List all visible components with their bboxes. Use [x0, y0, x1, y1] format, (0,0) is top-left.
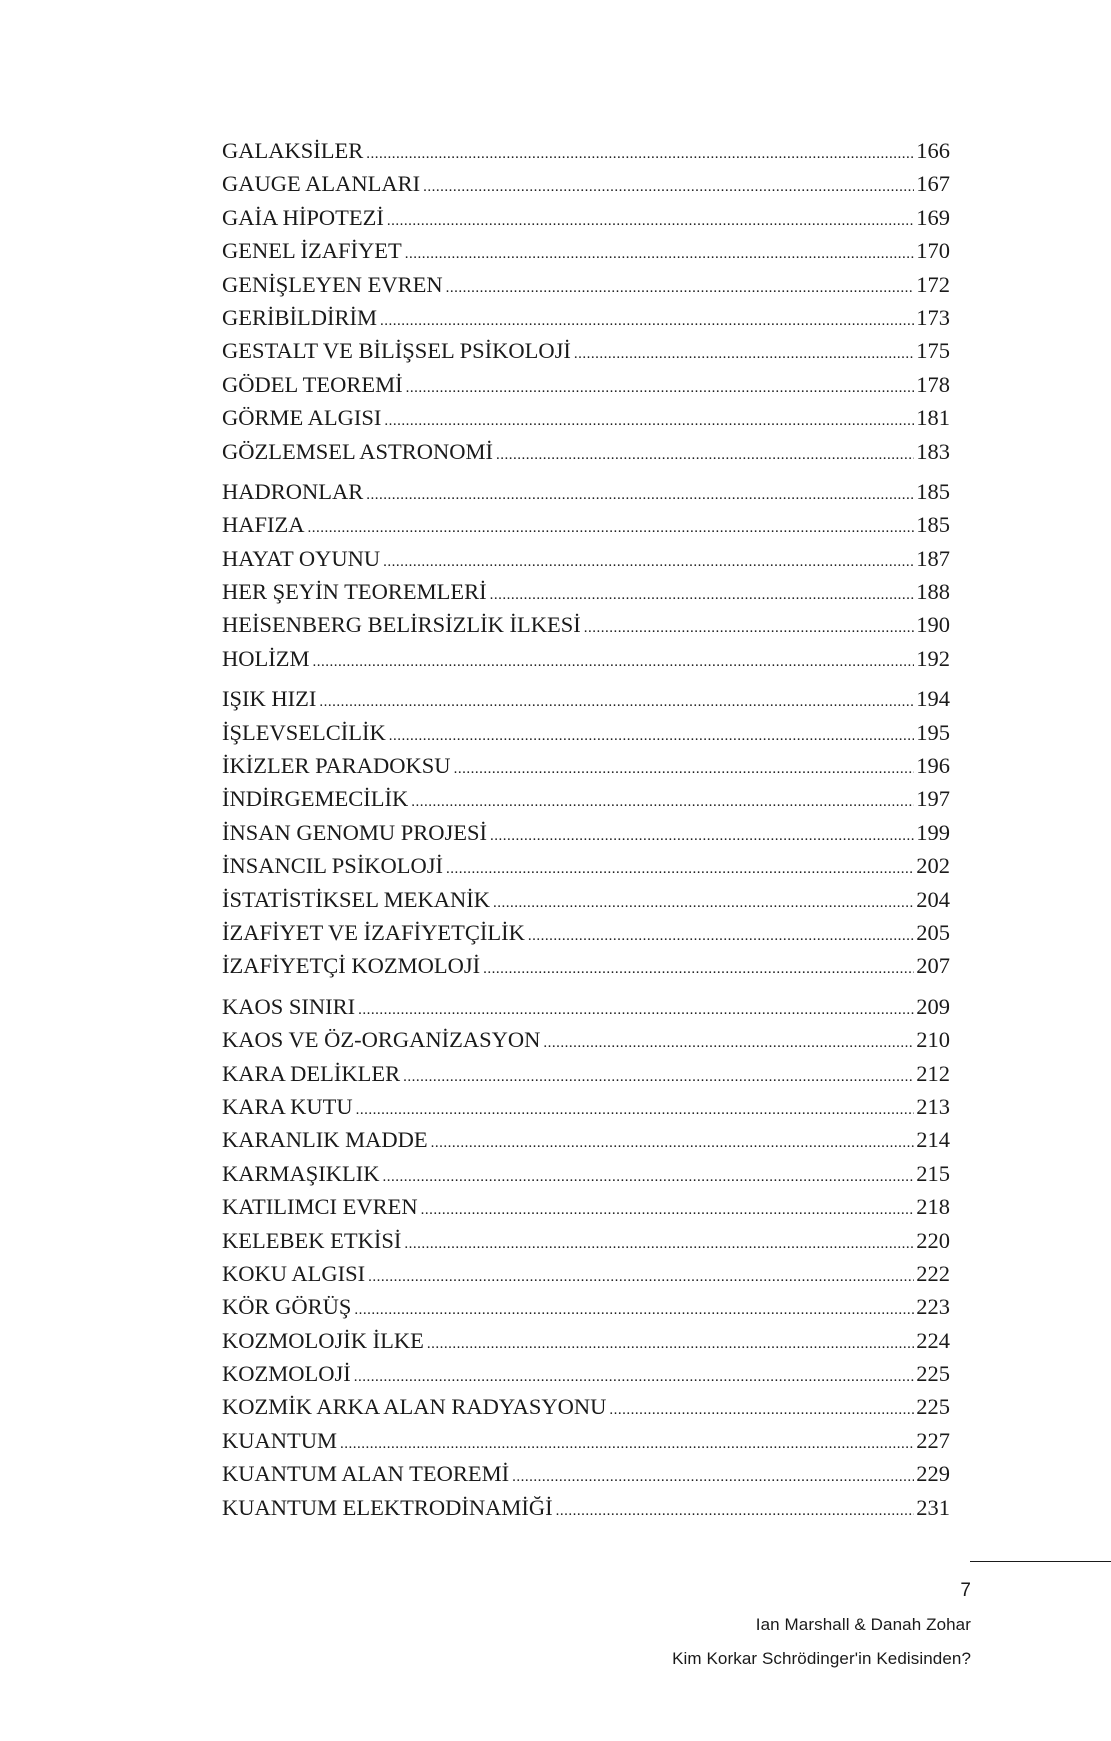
- toc-entry: [222, 542, 950, 575]
- toc-entry-title: KOKU ALGISI: [222, 1260, 366, 1286]
- toc-leader-dots: [493, 887, 914, 920]
- toc-entry: [222, 682, 950, 715]
- toc-entry: [222, 1324, 950, 1357]
- toc-leader-dots: [427, 1328, 914, 1361]
- toc-entry-title: KARMAŞIKLIK: [222, 1160, 380, 1186]
- toc-entry-page: 195: [916, 719, 950, 745]
- toc-leader-dots: [556, 1495, 915, 1528]
- toc-leader-dots: [609, 1394, 914, 1427]
- toc-entry-title: HEİSENBERG BELİRSİZLİK İLKESİ: [222, 612, 581, 638]
- toc-entry: [222, 1290, 950, 1323]
- toc-entry-page: 210: [916, 1027, 950, 1053]
- toc-entry-page: 166: [916, 138, 950, 163]
- toc-entry-page: 183: [916, 438, 950, 464]
- toc-entry-title: GÖZLEMSEL ASTRONOMİ: [222, 438, 494, 464]
- toc-group: [222, 475, 950, 675]
- toc-entry-page: 222: [916, 1260, 950, 1286]
- toc-leader-dots: [490, 820, 914, 853]
- toc-leader-dots: [496, 439, 914, 472]
- toc-entry-page: 178: [916, 371, 950, 397]
- toc-leader-dots: [366, 479, 914, 512]
- footer-book-title: Kim Korkar Schrödinger'in Kedisinden?: [672, 1649, 971, 1668]
- toc-entry: [222, 1257, 950, 1290]
- toc-leader-dots: [411, 786, 914, 819]
- toc-entry: [222, 990, 950, 1023]
- toc-entry-page: 181: [916, 405, 950, 431]
- toc-entry-page: 213: [916, 1093, 950, 1119]
- toc-entry: [222, 1224, 950, 1257]
- toc-entry: [222, 782, 950, 815]
- toc-entry-page: 172: [916, 271, 950, 297]
- toc-entry-title: KAOS SINIRI: [222, 993, 356, 1019]
- toc-entry: [222, 608, 950, 641]
- toc-entry: [222, 849, 950, 882]
- toc-entry: [222, 1157, 950, 1190]
- toc-entry: [222, 575, 950, 608]
- toc-entry-page: 188: [916, 579, 950, 605]
- toc-entry-title: GENİŞLEYEN EVREN: [222, 271, 443, 297]
- toc-entry: [222, 1123, 950, 1156]
- toc-entry: [222, 368, 950, 401]
- toc-entry-page: 214: [916, 1127, 950, 1153]
- toc-entry: [222, 234, 950, 267]
- toc-leader-dots: [404, 1228, 914, 1261]
- toc-entry-title: HER ŞEYİN TEOREMLERİ: [222, 579, 487, 605]
- toc-leader-dots: [340, 1428, 914, 1461]
- toc-entry: [222, 1190, 950, 1223]
- toc-entry-title: GESTALT VE BİLİŞSEL PSİKOLOJİ: [222, 338, 571, 364]
- toc-entry: [222, 268, 950, 301]
- toc-entry: [222, 949, 950, 982]
- toc-leader-dots: [366, 138, 914, 171]
- page-footer: [371, 1574, 971, 1676]
- toc-entry-title: İSTATİSTİKSEL MEKANİK: [222, 886, 490, 912]
- toc-entry-title: KARA KUTU: [222, 1093, 353, 1119]
- toc-entry-page: 190: [916, 612, 950, 638]
- toc-entry-page: 229: [916, 1461, 950, 1487]
- toc-entry-title: HAYAT OYUNU: [222, 545, 381, 571]
- toc-leader-dots: [368, 1261, 914, 1294]
- toc-entry-page: 223: [916, 1294, 950, 1320]
- toc-entry-page: 194: [916, 686, 950, 712]
- toc-leader-dots: [389, 720, 915, 753]
- toc-entry-title: HAFIZA: [222, 512, 305, 538]
- toc-entry: [222, 475, 950, 508]
- page-number: 7: [960, 1580, 971, 1601]
- toc-leader-dots: [384, 405, 914, 438]
- toc-leader-dots: [383, 546, 914, 579]
- toc-entry: [222, 883, 950, 916]
- toc-entry-title: KELEBEK ETKİSİ: [222, 1227, 402, 1253]
- toc-leader-dots: [354, 1361, 915, 1394]
- toc-entry-title: İZAFİYETÇİ KOZMOLOJİ: [222, 953, 481, 979]
- toc-entry-page: 187: [916, 545, 950, 571]
- toc-entry-page: 175: [916, 338, 950, 364]
- toc-entry-page: 197: [916, 786, 950, 812]
- toc-entry-page: 196: [916, 753, 950, 779]
- toc-entry-page: 204: [916, 886, 950, 912]
- toc-entry-page: 170: [916, 238, 950, 264]
- toc-entry: [222, 1357, 950, 1390]
- toc-leader-dots: [574, 338, 914, 371]
- toc-entry-page: 220: [916, 1227, 950, 1253]
- toc-entry-page: 212: [916, 1060, 950, 1086]
- toc-entry-page: 227: [916, 1427, 950, 1453]
- toc-entry-title: İŞLEVSELCİLİK: [222, 719, 386, 745]
- toc-leader-dots: [584, 612, 915, 645]
- toc-entry-page: 218: [916, 1194, 950, 1220]
- toc-leader-dots: [446, 272, 915, 305]
- toc-entry-page: 202: [916, 853, 950, 879]
- toc-leader-dots: [446, 853, 914, 886]
- toc-group: [222, 682, 950, 983]
- toc-entry: [222, 1424, 950, 1457]
- toc-leader-dots: [403, 1061, 914, 1094]
- toc-entry-page: 169: [916, 204, 950, 230]
- toc-entry-title: İNSAN GENOMU PROJESİ: [222, 819, 488, 845]
- toc-entry: [222, 1457, 950, 1490]
- toc-entry-title: KOZMİK ARKA ALAN RADYASYONU: [222, 1394, 607, 1420]
- toc-entry: [222, 201, 950, 234]
- toc-entry: [222, 334, 950, 367]
- toc-leader-dots: [383, 1161, 915, 1194]
- toc-entry: [222, 401, 950, 434]
- toc-entry-page: 167: [916, 171, 950, 197]
- toc-entry-page: 207: [916, 953, 950, 979]
- toc-group: [222, 990, 950, 1524]
- toc-entry-title: GAİA HİPOTEZİ: [222, 204, 384, 230]
- toc-entry: [222, 749, 950, 782]
- footer-authors: Ian Marshall & Danah Zohar: [755, 1615, 971, 1634]
- toc-leader-dots: [356, 1094, 915, 1127]
- toc-entry: [222, 1491, 950, 1524]
- toc-leader-dots: [431, 1127, 915, 1160]
- toc-entry-title: İKİZLER PARADOKSU: [222, 753, 451, 779]
- toc-entry-page: 209: [916, 993, 950, 1019]
- toc-entry-title: GÖRME ALGISI: [222, 405, 382, 431]
- toc-entry-title: KOZMOLOJİ: [222, 1361, 351, 1387]
- toc-entry-page: 225: [916, 1394, 950, 1420]
- toc-leader-dots: [387, 205, 914, 238]
- toc-leader-dots: [423, 171, 914, 204]
- toc-entry-title: GÖDEL TEOREMİ: [222, 371, 403, 397]
- toc-leader-dots: [512, 1461, 914, 1494]
- toc-entry-title: KOZMOLOJİK İLKE: [222, 1327, 424, 1353]
- toc-leader-dots: [358, 994, 914, 1027]
- toc-entry: [222, 435, 950, 468]
- toc-leader-dots: [380, 305, 914, 338]
- toc-entry-title: KATILIMCI EVREN: [222, 1194, 418, 1220]
- toc-entry: [222, 1390, 950, 1423]
- toc-entry-title: HOLİZM: [222, 645, 310, 671]
- toc-entry: [222, 816, 950, 849]
- toc-leader-dots: [312, 646, 914, 679]
- toc-entry: [222, 642, 950, 675]
- toc-entry-page: 185: [916, 478, 950, 504]
- toc-entry: [222, 916, 950, 949]
- table-of-contents: [222, 134, 950, 1524]
- toc-leader-dots: [405, 238, 915, 271]
- toc-entry-page: 173: [916, 304, 950, 330]
- toc-leader-dots: [483, 953, 914, 986]
- toc-entry-title: KAOS VE ÖZ-ORGANİZASYON: [222, 1027, 541, 1053]
- toc-entry-page: 231: [916, 1494, 950, 1520]
- toc-entry-page: 205: [916, 919, 950, 945]
- toc-leader-dots: [354, 1294, 914, 1327]
- toc-entry-page: 185: [916, 512, 950, 538]
- toc-entry-title: KUANTUM: [222, 1427, 337, 1453]
- toc-entry-title: İNSANCIL PSİKOLOJİ: [222, 853, 444, 879]
- toc-leader-dots: [421, 1194, 915, 1227]
- toc-entry-title: GERİBİLDİRİM: [222, 304, 377, 330]
- toc-entry-page: 215: [916, 1160, 950, 1186]
- toc-entry-title: İNDİRGEMECİLİK: [222, 786, 409, 812]
- toc-leader-dots: [308, 512, 915, 545]
- toc-entry-title: KARANLIK MADDE: [222, 1127, 428, 1153]
- toc-entry: [222, 508, 950, 541]
- toc-leader-dots: [319, 686, 914, 719]
- toc-entry-page: 199: [916, 819, 950, 845]
- toc-entry-title: İZAFİYET VE İZAFİYETÇİLİK: [222, 919, 525, 945]
- toc-entry-title: KÖR GÖRÜŞ: [222, 1294, 352, 1320]
- toc-group: [222, 134, 950, 468]
- toc-entry-title: GENEL İZAFİYET: [222, 238, 402, 264]
- toc-entry-title: GALAKSİLER: [222, 138, 364, 163]
- toc-leader-dots: [454, 753, 915, 786]
- toc-leader-dots: [543, 1027, 914, 1060]
- toc-entry: [222, 301, 950, 334]
- toc-entry: [222, 1090, 950, 1123]
- toc-entry: [222, 167, 950, 200]
- toc-entry-title: HADRONLAR: [222, 478, 364, 504]
- toc-entry-title: KUANTUM ALAN TEOREMİ: [222, 1461, 510, 1487]
- toc-entry-page: 224: [916, 1327, 950, 1353]
- toc-entry-page: 225: [916, 1361, 950, 1387]
- toc-entry: [222, 1023, 950, 1056]
- toc-leader-dots: [406, 372, 915, 405]
- toc-entry-title: KUANTUM ELEKTRODİNAMİĞİ: [222, 1494, 553, 1520]
- toc-entry: [222, 134, 950, 167]
- toc-entry: [222, 716, 950, 749]
- toc-leader-dots: [490, 579, 915, 612]
- toc-entry-title: IŞIK HIZI: [222, 686, 317, 712]
- toc-entry-page: 192: [916, 645, 950, 671]
- toc-leader-dots: [528, 920, 914, 953]
- toc-entry-title: KARA DELİKLER: [222, 1060, 401, 1086]
- toc-entry: [222, 1057, 950, 1090]
- footer-rule: [970, 1561, 1111, 1562]
- toc-entry-title: GAUGE ALANLARI: [222, 171, 421, 197]
